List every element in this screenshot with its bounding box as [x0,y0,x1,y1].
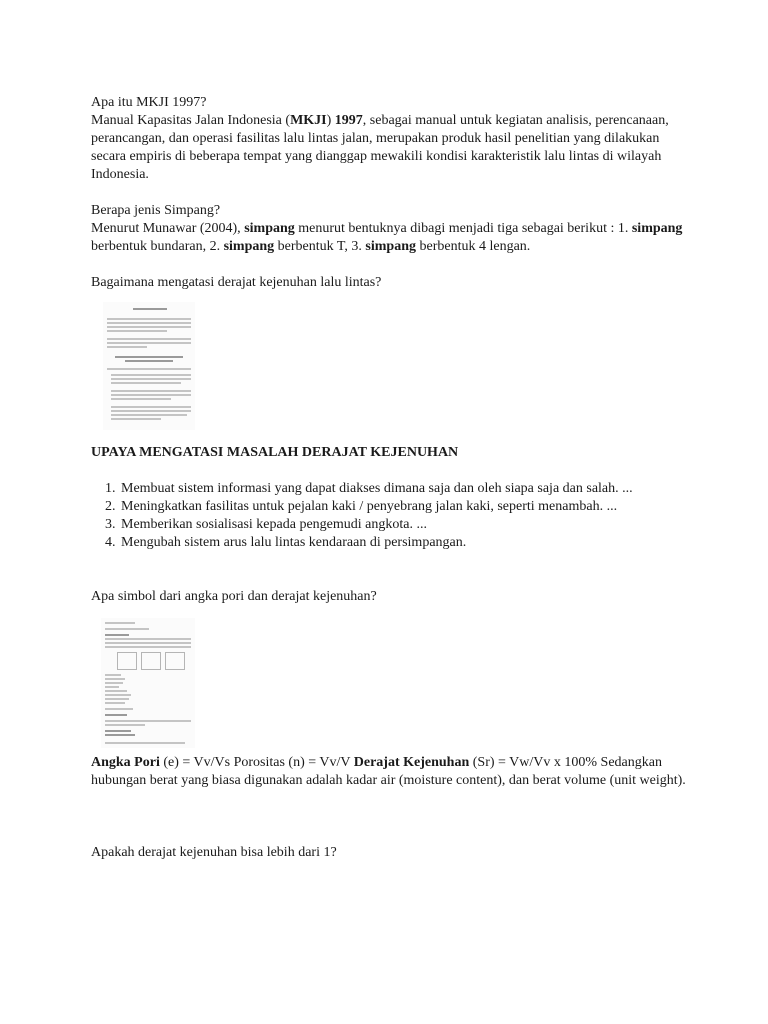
answer-simbol: Angka Pori (e) = Vv/Vs Porositas (n) = Vv/V Derajat Kejenuhan (Sr) = Vw/Vv x 100% Sedangkan hubungan berat yang biasa digunakan adalah kadar air (moisture content), dan berat volume (unit weight). [91,755,686,788]
upaya-list [91,480,691,552]
list-item: 3. Memberikan sosialisasi kepada pengemudi angkota. ... [119,516,691,534]
question-lebih-dari-1: Apakah derajat kejenuhan bisa lebih dari 1? [91,845,337,860]
section-heading: UPAYA MENGATASI MASALAH DERAJAT KEJENUHAN [91,445,459,460]
list-item: 2. Meningkatkan fasilitas untuk pejalan kaki / penyebrang jalan kaki, seperti menambah. ... [119,498,691,516]
question-derajat-kejenuhan: Bagaimana mengatasi derajat kejenuhan lalu lintas? [91,275,382,290]
answer-mkji: Manual Kapasitas Jalan Indonesia (MKJI) 1997, sebagai manual untuk kegiatan analisis, perencanaan, perancangan, dan operasi fasilitas lalu lintas jalan, merupakan produk hasil penelitian yang dilakukan secara empiris di beberapa tempat yang dianggap mewakili kondisi karakteristik lalu lintas di wilayah Indonesia. [91,113,669,182]
formula-thumbnail-icon [101,618,195,748]
list-item: 4. Mengubah sistem arus lalu lintas kendaraan di persimpangan. [119,534,691,552]
question-mkji: Apa itu MKJI 1997? [91,95,207,110]
list-item: 1. Membuat sistem informasi yang dapat diakses dimana saja dan oleh siapa saja dan salah. ... [119,480,691,498]
document-page [91,94,691,862]
answer-simpang: Menurut Munawar (2004), simpang menurut bentuknya dibagi menjadi tiga sebagai berikut : 1. simpang berbentuk bundaran, 2. simpang berbentuk T, 3. simpang berbentuk 4 lengan. [91,221,683,254]
question-simpang: Berapa jenis Simpang? [91,203,221,218]
question-simbol: Apa simbol dari angka pori dan derajat kejenuhan? [91,589,377,604]
document-thumbnail-icon [103,302,195,430]
